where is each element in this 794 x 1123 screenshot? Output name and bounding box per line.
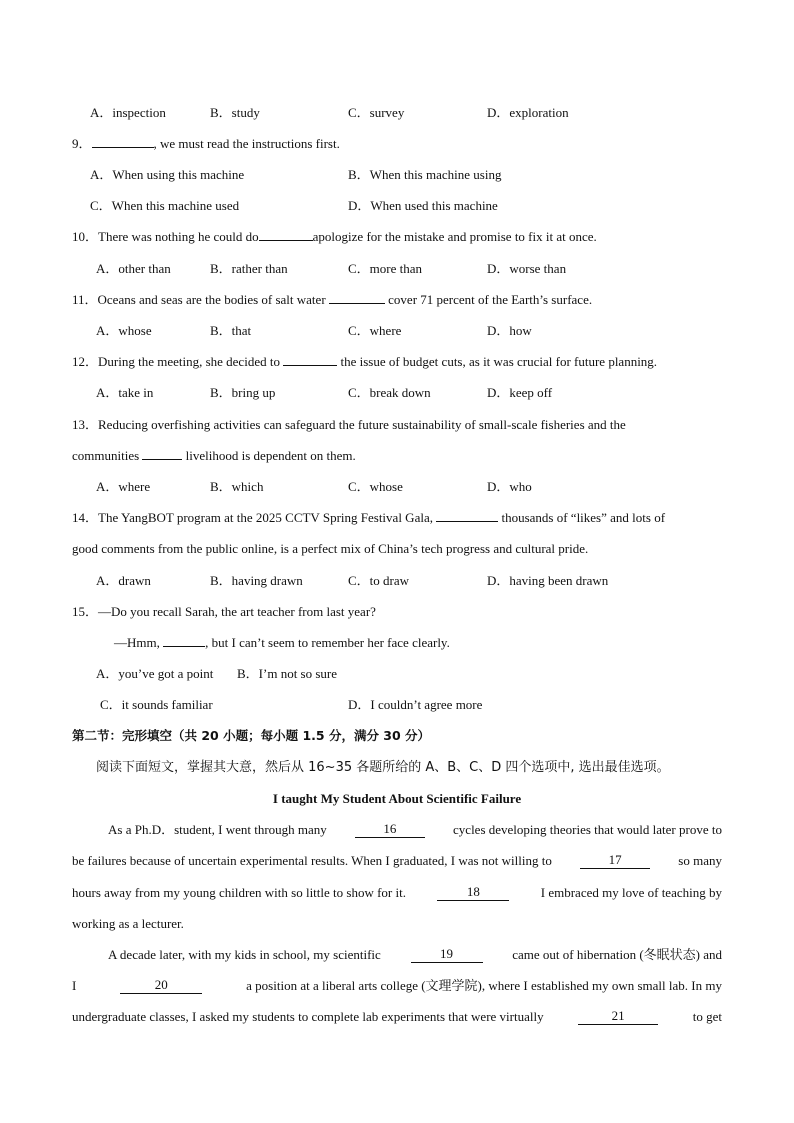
passage-p1-line1	[108, 822, 722, 838]
passage-p1-line3	[72, 885, 722, 901]
q10-option-c: C．more than	[348, 261, 423, 276]
p2-text-pre: A decade later, with my kids in school, my scientific	[108, 947, 381, 962]
q8-option-d: D．exploration	[487, 105, 569, 120]
q15-option-b: B．I’m not so sure	[237, 666, 338, 681]
q14-text-pre: 14．The YangBOT program at the 2025 CCTV Spring Festival Gala,	[72, 510, 433, 525]
q13-stem-line1: 13．Reducing overfishing activities can safeguard the future sustainability of small-scale fisheries and the	[72, 417, 626, 432]
q15-blank	[163, 646, 205, 647]
q10-stem	[72, 229, 597, 245]
q14-option-a: A．drawn	[96, 573, 151, 588]
passage-p2-line2	[72, 978, 722, 994]
section-instruction: 阅读下面短文，掌握其大意，然后从 16~35 各题所给的 A、B、C、D 四个选项中, 选出最佳选项。	[96, 760, 670, 775]
blank-16: 16	[355, 822, 425, 838]
blank-17: 17	[580, 853, 650, 869]
q11-text-post: cover 71 percent of the Earth’s surface.	[388, 292, 593, 307]
q11-blank	[329, 303, 385, 304]
passage-p2-line1	[108, 947, 722, 963]
p1-l2-text-pre: be failures because of uncertain experimental results. When I graduated, I was not willing to	[72, 853, 552, 868]
blank-19: 19	[411, 947, 483, 963]
q8-option-b: B．study	[210, 105, 260, 120]
q10-option-b: B．rather than	[210, 261, 288, 276]
q13-option-c: C．whose	[348, 479, 403, 494]
q14-option-b: B．having drawn	[210, 573, 303, 588]
q11-option-b: B．that	[210, 323, 252, 338]
p2-text-post: came out of hibernation (冬眠状态) and	[512, 947, 722, 962]
p1-l2-text-post: so many	[678, 853, 722, 868]
q15-option-c: C．it sounds familiar	[100, 697, 213, 712]
q13-blank	[142, 459, 182, 460]
q9-option-b: B．When this machine using	[348, 167, 502, 182]
q9-text: , we must read the instructions first.	[153, 136, 340, 151]
q10-blank	[259, 240, 313, 241]
p2-l2-text-post: a position at a liberal arts college (文理学院), where I established my own small lab. In my	[246, 978, 722, 993]
p1-l3-text-pre: hours away from my young children with so little to show for it.	[72, 885, 406, 900]
q12-blank	[283, 365, 337, 366]
q9-stem	[72, 136, 340, 152]
passage-p2-line3	[72, 1009, 722, 1025]
q9-option-d: D．When used this machine	[348, 198, 498, 213]
blank-21: 21	[578, 1009, 658, 1025]
q15-option-d: D．I couldn’t agree more	[348, 697, 483, 712]
q9-option-a: A．When using this machine	[90, 167, 245, 182]
q12-text-pre: 12．During the meeting, she decided to	[72, 354, 280, 369]
q8-option-a: A．inspection	[90, 105, 166, 120]
q11-option-d: D．how	[487, 323, 532, 338]
q14-text-post: thousands of “likes” and lots of	[501, 510, 666, 525]
q10-option-d: D．worse than	[487, 261, 567, 276]
q15-option-a: A．you’ve got a point	[96, 666, 214, 681]
q11-text-pre: 11．Oceans and seas are the bodies of salt water	[72, 292, 326, 307]
q9-blank	[92, 147, 154, 148]
p2-l3-text-post: to get	[692, 1009, 722, 1024]
blank-20: 20	[120, 978, 202, 994]
p1-text-pre: As a Ph.D．student, I went through many	[108, 822, 327, 837]
q14-stem-line2: good comments from the public online, is a perfect mix of China’s tech progress and cultural pride.	[72, 541, 589, 556]
q14-option-c: C．to draw	[348, 573, 410, 588]
q11-option-a: A．whose	[96, 323, 152, 338]
p1-l3-text-post: I embraced my love of teaching by	[540, 885, 722, 900]
q12-option-d: D．keep off	[487, 385, 553, 400]
q15-text-post: , but I can’t seem to remember her face clearly.	[205, 635, 450, 650]
q9-option-c: C．When this machine used	[90, 198, 240, 213]
q8-option-c: C．survey	[348, 105, 405, 120]
q14-stem-line1	[72, 510, 665, 526]
q10-text-post: apologize for the mistake and promise to fix it at once.	[312, 229, 597, 244]
q12-option-c: C．break down	[348, 385, 431, 400]
passage-title: I taught My Student About Scientific Failure	[272, 791, 522, 806]
q13-option-d: D．who	[487, 479, 532, 494]
p1-text-post: cycles developing theories that would later prove to	[453, 822, 722, 837]
q13-stem-line2	[72, 448, 356, 464]
q13-text-pre: communities	[72, 448, 140, 463]
p2-l3-text-pre: undergraduate classes, I asked my students to complete lab experiments that were virtually	[72, 1009, 544, 1024]
passage-p1-line2	[72, 853, 722, 869]
q10-text-pre: 10．There was nothing he could do	[72, 229, 259, 244]
q12-option-a: A．take in	[96, 385, 154, 400]
p2-l2-text-pre: I	[72, 978, 77, 993]
q12-text-post: the issue of budget cuts, as it was crucial for future planning.	[340, 354, 658, 369]
blank-18: 18	[437, 885, 509, 901]
q15-stem-line1: 15．—Do you recall Sarah, the art teacher from last year?	[72, 604, 376, 619]
q12-stem	[72, 354, 657, 370]
q14-blank	[436, 521, 498, 522]
passage-p1-line4: working as a lecturer.	[72, 916, 184, 931]
q13-text-post: livelihood is dependent on them.	[185, 448, 356, 463]
q15-stem-line2	[114, 635, 450, 651]
section-heading: 第二节：完形填空（共 20 小题；每小题 1.5 分，满分 30 分）	[72, 728, 431, 743]
q11-stem	[72, 292, 592, 308]
q11-option-c: C．where	[348, 323, 402, 338]
q12-option-b: B．bring up	[210, 385, 276, 400]
q10-option-a: A．other than	[96, 261, 171, 276]
q14-option-d: D．having been drawn	[487, 573, 609, 588]
q15-text-pre: —Hmm,	[114, 635, 160, 650]
q13-option-b: B．which	[210, 479, 264, 494]
q9-number: 9．	[72, 136, 92, 151]
q13-option-a: A．where	[96, 479, 151, 494]
